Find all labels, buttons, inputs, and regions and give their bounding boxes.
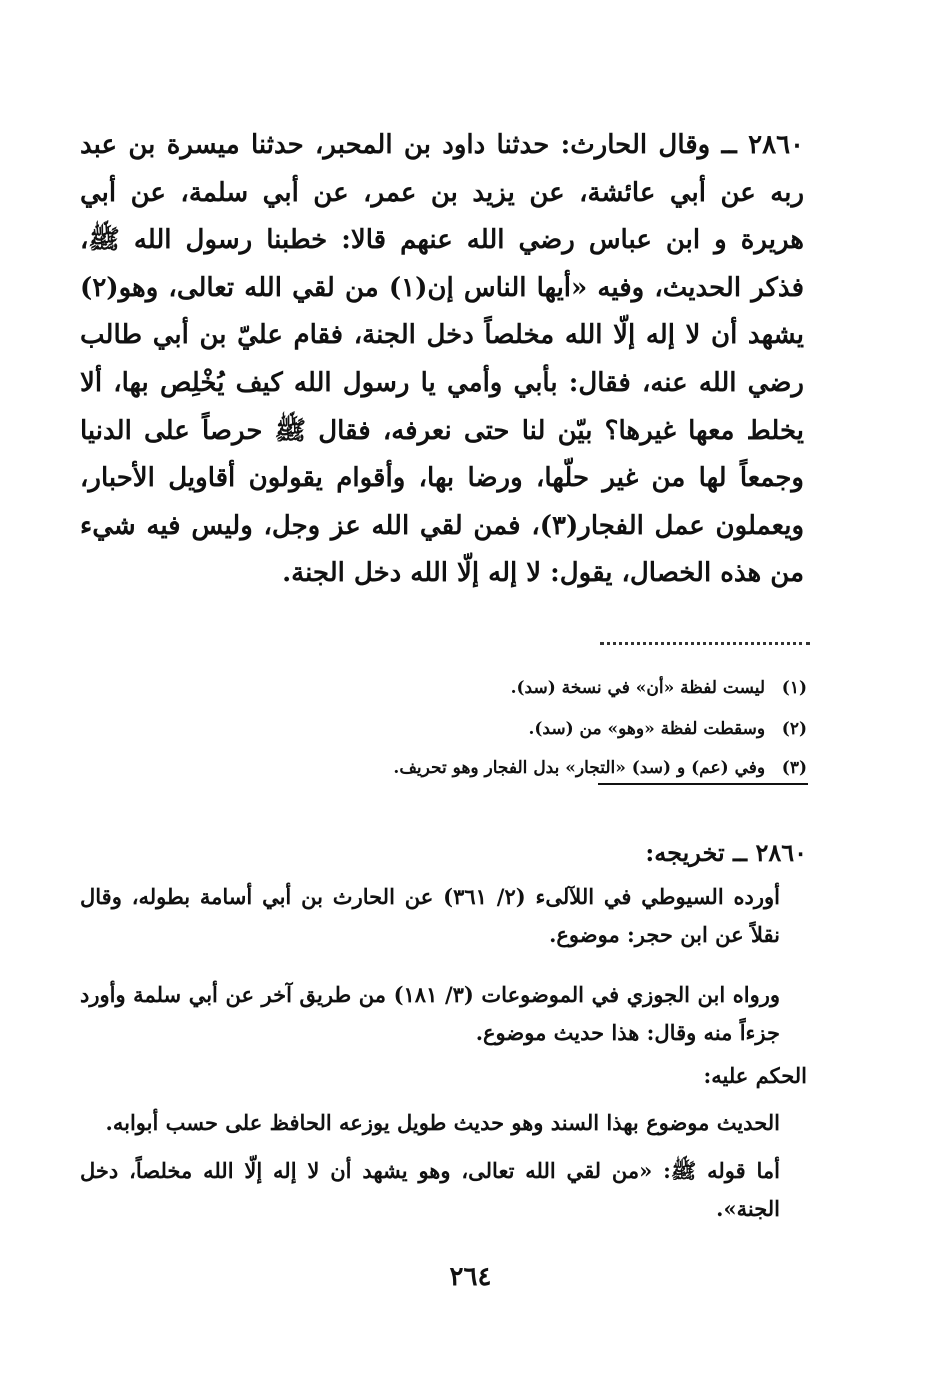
footnote-2 [107, 719, 807, 739]
footnote-3 [107, 758, 807, 778]
hukm-paragraph-2: أما قوله ﷺ: «من لقي الله تعالى، وهو يشهد أن لا إله إلّا الله مخلصاً، دخل الجنة». [80, 1158, 780, 1221]
hadith-paragraph: ٢٨٦٠ ــ وقال الحارث: حدثنا داود بن المحبر، حدثنا ميسرة بن عبد ربه عن أبي عائشة، عن يزيد بن عمر، عن أبي سلمة، عن أبي هريرة و ابن عباس رضي الله عنهم قالا: خطبنا رسول الله ﷺ، فذكر الحديث، وفيه «أيها الناس إن(١) من لقي الله تعالى، وهو(٢) يشهد أن لا إله إلّا الله مخلصاً دخل الجنة، فقام عليّ بن أبي طالب رضي الله عنه، فقال: بأبي وأمي يا رسول الله كيف يُخْلِص بها، ألا يخلط معها غيرها؟ بيّن لنا حتى نعرفه، فقال ﷺ حرصاً على الدنيا وجمعاً لها من غير حلّها، ورضا بها، وأقوام يقولون أقاويل الأحبار، ويعملون عمل الفجار(٣)، فمن لقي الله عز وجل، وليس فيه شيء من هذه الخصال، يقول: لا إله إلّا الله دخل الجنة. [80, 130, 805, 589]
takhrij-paragraph-1: أورده السيوطي في اللآلىء (٢/ ٣٦١) عن الحارث بن أبي أسامة بطوله، وقال نقلاً عن ابن حجر: موضوع. [80, 884, 780, 947]
hadith-text [80, 122, 804, 598]
hukm-heading: الحكم عليه: [703, 1063, 807, 1088]
footnote-number: (٣) [781, 758, 807, 778]
footnote-divider-dots [600, 642, 810, 655]
takhrij-paragraph-2: ورواه ابن الجوزي في الموضوعات (٣/ ١٨١) من طريق آخر عن أبي سلمة وأورد جزءاً منه وقال: هذا حديث موضوع. [80, 982, 781, 1045]
page-number: ٢٦٤ [449, 1262, 492, 1292]
takhrij-heading: ٢٨٦٠ ــ تخريجه: [645, 838, 807, 867]
footnote-1 [107, 678, 807, 698]
footnote-text: وسقطت لفظة «وهو» من (سد). [528, 719, 766, 739]
hukm-paragraph-1: الحديث موضوع بهذا السند وهو حديث طويل يوزعه الحافظ على حسب أبوابه. [105, 1110, 780, 1135]
section-separator-line [598, 783, 808, 785]
footnote-number: (٢) [781, 719, 807, 739]
footnote-text: وفي (عم) و (سد) «التجار» بدل الفجار وهو تحريف. [393, 758, 766, 778]
footnote-text: ليست لفظة «أن» في نسخة (سد). [510, 678, 766, 698]
footnote-number: (١) [781, 678, 807, 698]
